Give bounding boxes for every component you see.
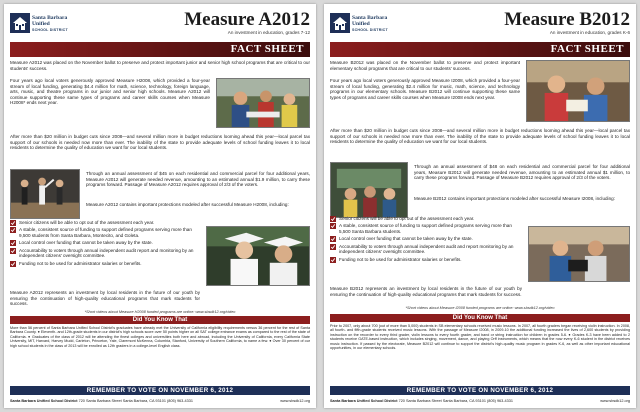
photo-students-science bbox=[216, 78, 310, 128]
history-paragraph: Four years ago local voters generously approved Measure H2008, which provided a four-year stream of local funding, generating $4.4 million for math, science, technology, foreign language, arts, music, and theatre programs in our junior and senior high schools. Measure A2012 will continue supporting these same types of programs and career skills courses when Measure H2008* ends next year. bbox=[10, 78, 210, 106]
sheet-footer bbox=[330, 398, 630, 404]
intro-paragraph: Measure B2012 was placed on the November ballot to preserve and protect important elementary school programs that are critical to our students' success. bbox=[330, 60, 520, 71]
ballot-check-icon bbox=[10, 248, 16, 254]
ballot-check-icon bbox=[10, 220, 16, 226]
banner-label: FACT SHEET bbox=[230, 43, 304, 55]
footer-website: www.sbsdk12.org bbox=[600, 399, 630, 403]
list-item: Senior citizens will be able to opt out of the assessment each year. bbox=[10, 220, 200, 226]
ballot-check-icon bbox=[10, 240, 16, 246]
ballot-check-icon bbox=[330, 216, 336, 222]
photo-classroom bbox=[330, 162, 408, 218]
budget-paragraph: After more than $20 million in budget cuts since 2008—and several million more in budget reductions looming ahead this year—local parcel tax support of our schools is needed now more than ever. The inability of the state to provide adequate levels of school funding leaves it to local residents to determine the quality of education we want for our local students. bbox=[10, 134, 310, 151]
list-item: A stable, consistent source of funding to support defined programs serving more than 5,500 Santa Barbara students. bbox=[330, 223, 522, 234]
protections-list bbox=[330, 216, 522, 264]
footer-district-name: Santa Barbara Unified School District bbox=[10, 399, 78, 403]
budget-paragraph: After more than $20 million in budget cuts since 2008—and several million more in budget reductions looming ahead this year—local parcel tax support of our schools is needed now more than ever. The inability of the state to provide adequate levels of school funding leaves it to local residents to determine the quality of education we want for our local students. bbox=[330, 128, 630, 145]
banner-label: FACT SHEET bbox=[550, 43, 624, 55]
list-item: A stable, consistent source of funding to support defined programs serving more than 9,500 students from Santa Barbara, Montecito, and Goleta. bbox=[10, 227, 200, 238]
fact-sheet-b bbox=[324, 4, 636, 408]
did-you-know-bar: Did You Know That bbox=[330, 314, 630, 322]
footer-district-name: Santa Barbara Unified School District bbox=[330, 399, 398, 403]
history-paragraph: Four years ago local voters generously approved Measure I2008, which provided a four-year stream of local funding, generating $2.4 million for music, math, science, and technology programs in our elementary schools. Measure B2012 will continue supporting these same types of programs and career skills courses when Measure I2008 ends next year. bbox=[330, 78, 520, 100]
ballot-check-icon bbox=[330, 236, 336, 242]
list-item: Funding not to be used for administrator salaries or benefits. bbox=[10, 261, 200, 267]
ballot-check-icon bbox=[330, 257, 336, 263]
sheet-header bbox=[10, 10, 310, 42]
school-building-icon bbox=[330, 13, 350, 33]
vote-reminder-bar: REMEMBER TO VOTE ON NOVEMBER 6, 2012 bbox=[10, 386, 310, 395]
ballot-check-icon bbox=[330, 244, 336, 250]
fact-sheet-banner bbox=[330, 42, 630, 57]
assessment-paragraph: Through an annual assessment of $48 on each residential and commercial parcel for four additional years, Measure B2012 will generate needed revenue, amounting to an estimated annual $1 million, to carry these programs forward. Passage of Measure B2012 requires approval of 2/3 of the voters. bbox=[414, 164, 630, 181]
fact-sheet-a bbox=[4, 4, 316, 408]
vote-reminder-bar: REMEMBER TO VOTE ON NOVEMBER 6, 2012 bbox=[330, 386, 630, 395]
protections-paragraph: Measure B2012 contains important protections modeled after successful Measure I2008, including: bbox=[414, 196, 615, 201]
intro-paragraph: Measure A2012 was placed on the November ballot to preserve and protect important junior and senior high school programs that are critical to our students' success. bbox=[10, 60, 310, 71]
photo-dance-class bbox=[10, 169, 80, 219]
photo-students-computer bbox=[528, 226, 630, 282]
sheet-footer bbox=[10, 398, 310, 404]
did-you-know-text: Prior to 2007, only about 700 (out of more than 5,000) students in SB elementary schools received music lessons. In 2007, all fourth graders began receiving violin instruction. In 2008, all fourth- and fifth-grade students received music lessons. With the passage of Measure I2008, in 2009-10 the additional funding increased the lives of 2,600 students by providing instruction on the recorder to every third grader, violin lessons to every fourth grader, and band or string instruction for children in grades 5-6. ● Grades K-3 have been added to 2 students receive GATE-based instruction, which includes singing, movement, dance, and playing Orff instruments, which means that the now every K-6 student in the district receives music instruction. If passed by the electorate, Measure B2012 will continue to support the district's high-quality music program in grades K-6, as well as other important educational opportunities, in our elementary schools. bbox=[330, 324, 630, 351]
list-item: Senior citizens will be able to opt out of the assessment each year. bbox=[330, 216, 522, 222]
did-you-know-bar: Did You Know That bbox=[10, 316, 310, 324]
investment-paragraph: Measure B2012 represents an investment by local residents in the future of our youth by ensuring the continuation of high-quality educational programs that mark students for success. bbox=[330, 286, 522, 297]
fact-sheet-banner bbox=[10, 42, 310, 57]
list-item: Accountability to voters through annual independent audit report and monitoring by an independent citizens' oversight committee. bbox=[10, 248, 200, 259]
school-building-icon bbox=[10, 13, 30, 33]
ballot-check-icon bbox=[10, 261, 16, 267]
video-note: *Short videos about Measure I2008 funded programs are online: www.sbsdk12.org/video bbox=[405, 306, 555, 310]
ballot-check-icon bbox=[330, 223, 336, 229]
list-item: Funding not to be used for administrator salaries or benefits. bbox=[330, 257, 522, 263]
ballot-check-icon bbox=[10, 227, 16, 233]
footer-address: 720 Santa Barbara Street Santa Barbara, CA 93101 (805) 963-4331 bbox=[398, 399, 513, 403]
protections-paragraph: Measure A2012 contains important protections modeled after successful Measure H2008, including: bbox=[86, 202, 289, 207]
measure-subtitle: An investment in education, grades K-6 bbox=[549, 30, 630, 35]
district-logo bbox=[330, 13, 400, 35]
footer-address: 720 Santa Barbara Street Santa Barbara, CA 93101 (805) 963-4331 bbox=[78, 399, 193, 403]
list-item: Local control over funding that cannot be taken away by the state. bbox=[330, 236, 522, 242]
did-you-know-text: More than 56 percent of Santa Barbara Unified School District's graduates have already met the University of California eligibility requirements versus 36 percent for the rest of Santa Barbara County. ● Eleventh- and 12th-grade students in our district's high schools score over 50 points higher on all SAT college entrance exams as compared to the rest of the state of California. ● Graduates of the class of 2012 will be attending the finest colleges and universities both here and abroad, including the University of California, every California State University, MIT, Harvard, Harvey Mudd, Carleton, Princeton, Yale, Claremont McKenna, Columbia, Stanford, University of Southern California, to name a few. ● Over 30 percent of our high school students in the class of 2013 will be enrolled as 12th graders in a college-level English class. bbox=[10, 326, 310, 348]
measure-subtitle: An investment in education, grades 7-12 bbox=[227, 30, 310, 35]
district-name: Santa Barbara Unified SCHOOL DISTRICT bbox=[352, 15, 388, 32]
sheet-header bbox=[330, 10, 630, 42]
district-logo bbox=[10, 13, 80, 35]
assessment-paragraph: Through an annual assessment of $45 on each residential and commercial parcel for four additional years, Measure A2012 will generate needed revenue, amounting to an estimated annual $1.9 million, to carry these programs forward. Passage of Measure A2012 requires approval of 2/3 of the voters. bbox=[86, 171, 310, 188]
measure-title: Measure B2012 bbox=[504, 9, 630, 30]
photo-students-reading bbox=[526, 60, 630, 122]
video-note: *Short videos about Measure H2008 funded programs are online: www.sbsdk12.org/video bbox=[84, 310, 236, 314]
district-name: Santa Barbara Unified SCHOOL DISTRICT bbox=[32, 15, 68, 32]
protections-list bbox=[10, 220, 200, 268]
footer-website: www.sbsdk12.org bbox=[280, 399, 310, 403]
list-item: Local control over funding that cannot be taken away by the state. bbox=[10, 240, 200, 246]
measure-title: Measure A2012 bbox=[184, 9, 310, 30]
investment-paragraph: Measure A2012 represents an investment by local residents in the future of our youth by ensuring the continuation of high-quality educational programs that mark students for success. bbox=[10, 290, 200, 307]
list-item: Accountability to voters through annual independent audit and report monitoring by an independent citizens' oversight committee. bbox=[330, 244, 522, 255]
photo-graduates bbox=[206, 226, 310, 286]
